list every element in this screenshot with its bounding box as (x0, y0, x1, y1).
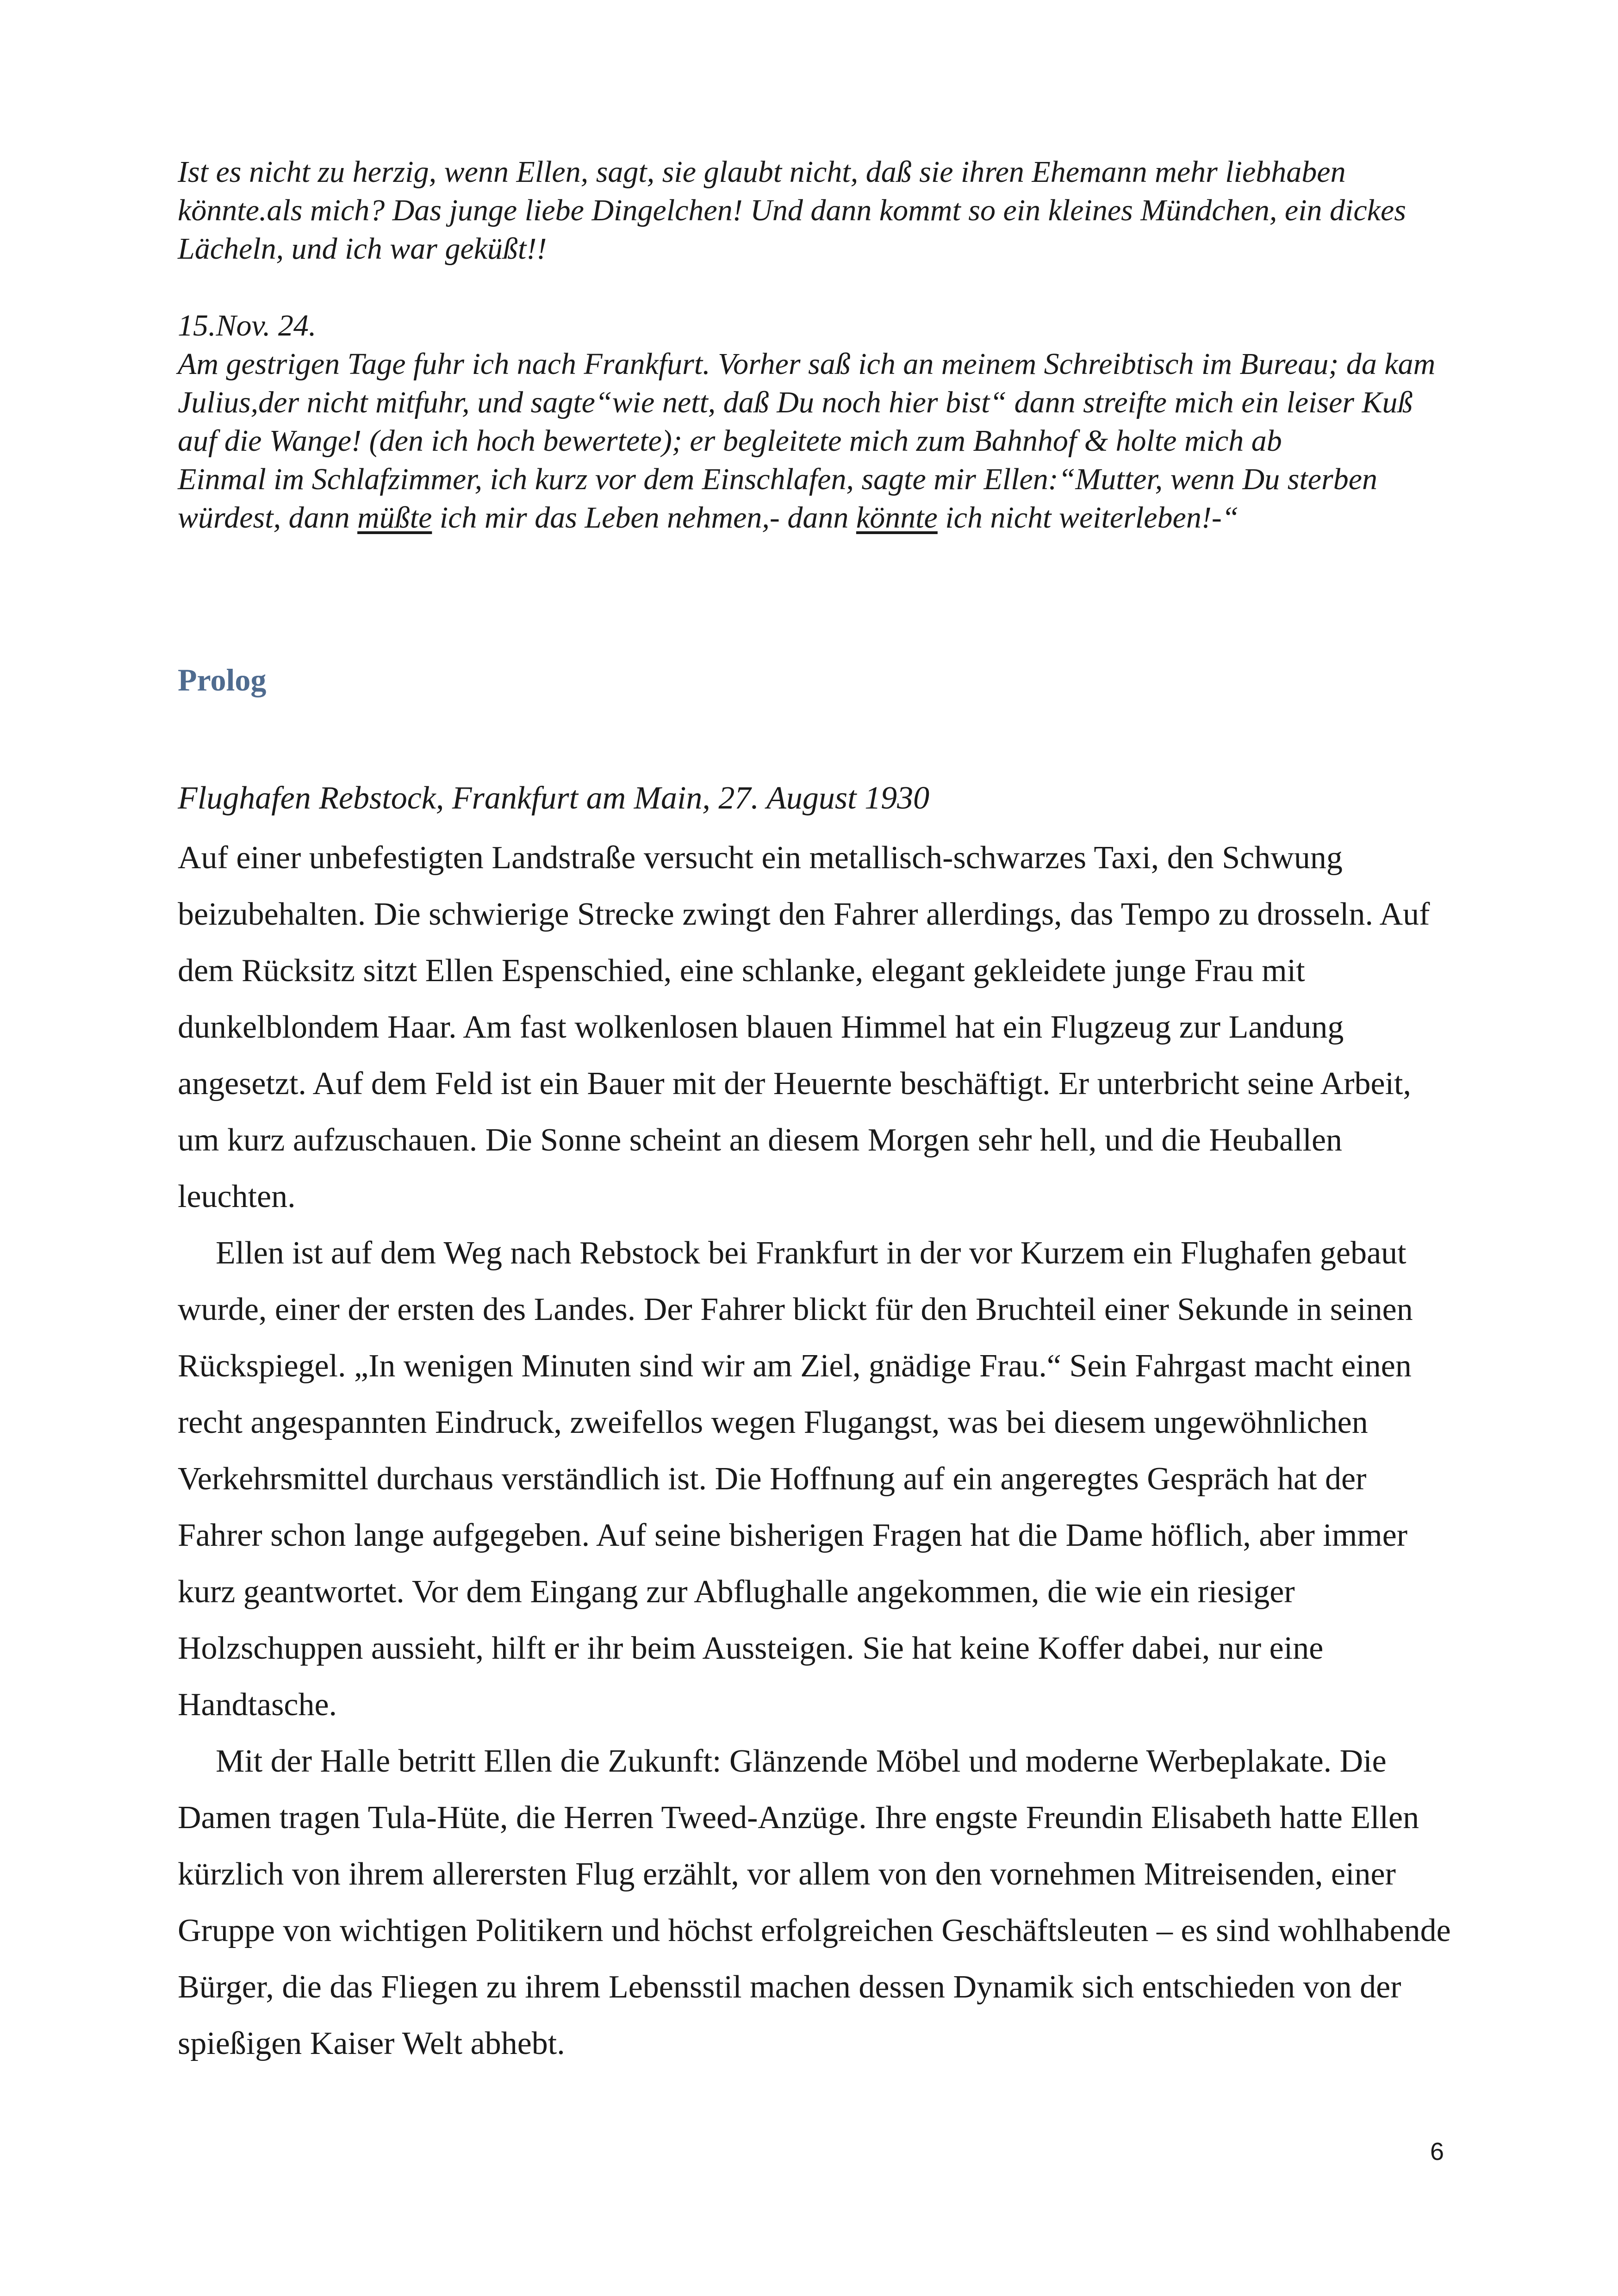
diary-entry-3-text: ich nicht weiterleben!-“ (937, 501, 1239, 535)
section-heading: Prolog (178, 662, 267, 697)
page-number: 6 (1430, 2138, 1444, 2165)
diary-date: 15.Nov. 24. (178, 309, 317, 342)
body-paragraph: Mit der Halle betritt Ellen die Zukunft: Glänzende Möbel und moderne Werbeplakate. Die Damen tragen Tula-Hüte, die Herren Tweed-Anzüge. Ihre engste Freundin Elisabeth hatte Ellen kürzlich von ihrem allerersten Flug erzählt, vor allem von den vornehmen Mitreisenden, einer Gruppe von wichtigen Politikern und höchst erfolgreichen Geschäftsleuten – es sind wohlhabende Bürger, die das Fliegen zu ihrem Lebensstil machen dessen Dynamik sich entschieden von der spießigen Kaiser Welt abhebt. (178, 1743, 1451, 2061)
underlined-word: müßte (357, 501, 432, 535)
place-date-line: Flughafen Rebstock, Frankfurt am Main, 27. August 1930 (178, 780, 930, 816)
diary-entry-3-text: ich mir das Leben nehmen,- dann (432, 501, 856, 535)
spacer (178, 268, 1455, 306)
diary-entry-1: Ist es nicht zu herzig, wenn Ellen, sagt, sie glaubt nicht, daß sie ihren Ehemann mehr liebhaben könnte.als mich? Das junge liebe Dingelchen! Und dann kommt so ein kleines Mündchen, ein dickes Lächeln, und ich war geküßt!! (178, 155, 1406, 266)
underlined-word: könnte (856, 501, 938, 535)
diary-entry-3 (178, 460, 1455, 537)
diary-entry-3-text: Einmal im Schlafzimmer, ich kurz vor dem Einschlafen, sagte mir Ellen:“Mutter, wenn Du sterben würdest, dann (178, 462, 1378, 535)
body-paragraph: Auf einer unbefestigten Landstraße versucht ein metallisch-schwarzes Taxi, den Schwung beizubehalten. Die schwierige Strecke zwingt den Fahrer allerdings, das Tempo zu drosseln. Auf dem Rücksitz sitzt Ellen Espenschied, eine schlanke, elegant gekleidete junge Frau mit dunkelblondem Haar. Am fast wolkenlosen blauen Himmel hat ein Flugzeug zur Landung angesetzt. Auf dem Feld ist ein Bauer mit der Heuernte beschäftigt. Er unterbricht seine Arbeit, um kurz aufzuschauen. Die Sonne scheint an diesem Morgen sehr hell, und die Heuballen leuchten. (178, 840, 1430, 1214)
diary-entry-2: Am gestrigen Tage fuhr ich nach Frankfurt. Vorher saß ich an meinem Schreibtisch im Bureau; da kam Julius,der nicht mitfuhr, und sagte“wie nett, daß Du noch hier bist“ dann streifte mich ein leiser Kuß auf die Wange! (den ich hoch bewertete); er begleitete mich zum Bahnhof & holte mich ab (178, 347, 1436, 458)
prolog-body (178, 830, 1455, 2072)
body-paragraph: Ellen ist auf dem Weg nach Rebstock bei Frankfurt in der vor Kurzem ein Flughafen gebaut wurde, einer der ersten des Landes. Der Fahrer blickt für den Bruchteil einer Sekunde in seinen Rückspiegel. „In wenigen Minuten sind wir am Ziel, gnädige Frau.“ Sein Fahrgast macht einen recht angespannten Eindruck, zweifellos wegen Flugangst, was bei diesem ungewöhnlichen Verkehrsmittel durchaus verständlich ist. Die Hoffnung auf ein angeregtes Gespräch hat der Fahrer schon lange aufgegeben. Auf seine bisherigen Fragen hat die Dame höflich, aber immer kurz geantwortet. Vor dem Eingang zur Abflughalle angekommen, die wie ein riesiger Holzschuppen aussieht, hilft er ihr beim Aussteigen. Sie hat keine Koffer dabei, nur eine Handtasche. (178, 1235, 1413, 1723)
diary-excerpt (178, 153, 1455, 537)
